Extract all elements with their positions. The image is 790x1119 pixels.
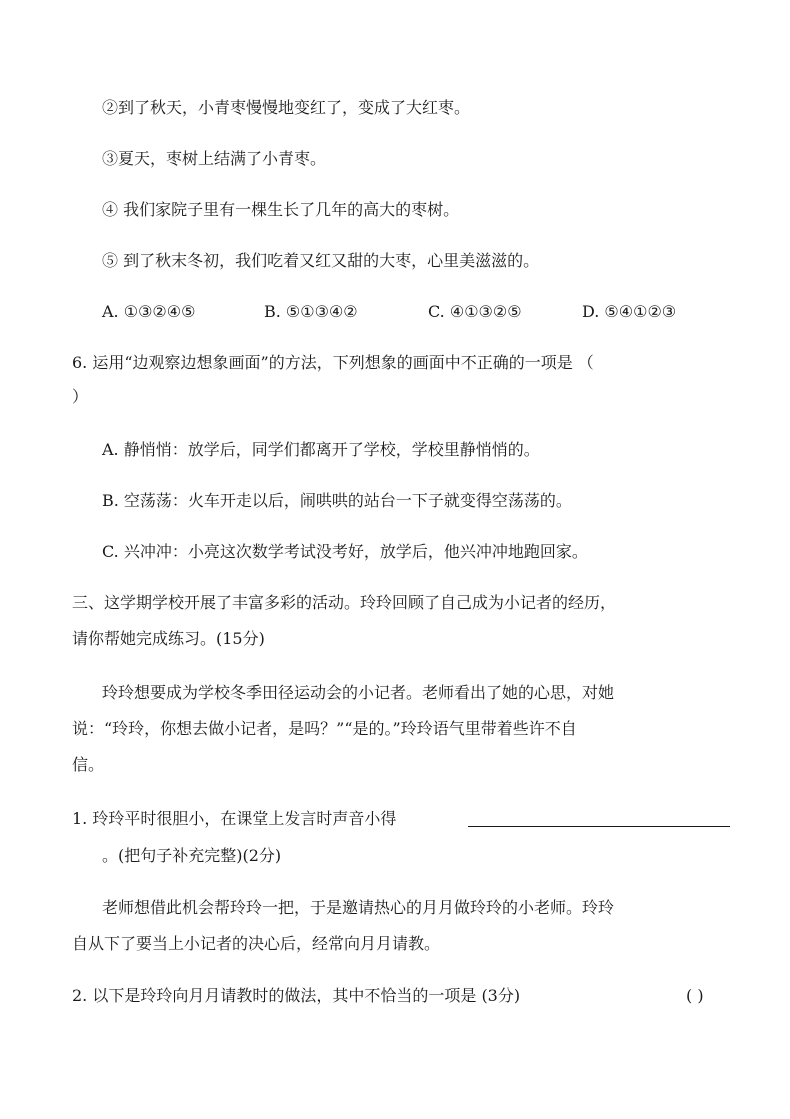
passage2-line2: 自从下了要当上小记者的决心后，经常向月月请教。 [72,934,441,953]
question2-answer-paren: ( ) [686,986,704,1005]
q6-option-c: C. 兴冲冲：小亮这次数学考试没考好，放学后，他兴冲冲地跑回家。 [102,542,588,561]
q5-options [102,302,722,322]
question2-stem: 2. 以下是玲玲向月月请教时的做法，其中不恰当的一项是 (3分) [72,986,521,1005]
passage1-line3: 信。 [72,755,105,774]
q5-sentence-4: ④ 我们家院子里有一棵生长了几年的高大的枣树。 [102,200,460,219]
q5-option-c: C. ④①③②⑤ [428,302,522,321]
q6-stem-end: ） [72,387,89,406]
section3-heading-line1: 三、这学期学校开展了丰富多彩的活动。玲玲回顾了自己成为小记者的经历， [72,593,617,612]
question1-answer-blank[interactable] [468,826,730,827]
question1-line1: 1. 玲玲平时很胆小，在课堂上发言时声音小得 [72,809,397,828]
passage1-line2: 说：“玲玲，你想去做小记者，是吗？”“是的。”玲玲语气里带着些许不自 [72,719,577,738]
passage2-line1: 老师想借此机会帮玲玲一把，于是邀请热心的月月做玲玲的小老师。玲玲 [102,898,615,917]
q6-option-a: A. 静悄悄：放学后，同学们都离开了学校，学校里静悄悄的。 [102,440,540,459]
q6-option-b: B. 空荡荡：火车开走以后，闹哄哄的站台一下子就变得空荡荡的。 [102,491,572,510]
q6-stem: 6. 运用“边观察边想象画面”的方法，下列想象的画面中不正确的一项是 （ [72,353,594,372]
q5-option-b: B. ⑤①③④② [264,302,358,321]
q5-sentence-3: ③夏天，枣树上结满了小青枣。 [102,149,327,168]
section3-heading-line2: 请你帮她完成练习。(15分) [72,629,265,648]
q5-sentence-2: ②到了秋天，小青枣慢慢地变红了，变成了大红枣。 [102,98,471,117]
q5-sentence-5: ⑤ 到了秋末冬初，我们吃着又红又甜的大枣，心里美滋滋的。 [102,251,540,270]
question1-line2: 。(把句子补充完整)(2分) [102,846,282,865]
passage1-line1: 玲玲想要成为学校冬季田径运动会的小记者。老师看出了她的心思，对她 [102,683,615,702]
q5-option-a: A. ①③②④⑤ [102,302,196,321]
q5-option-d: D. ⑤④①②③ [582,302,677,321]
